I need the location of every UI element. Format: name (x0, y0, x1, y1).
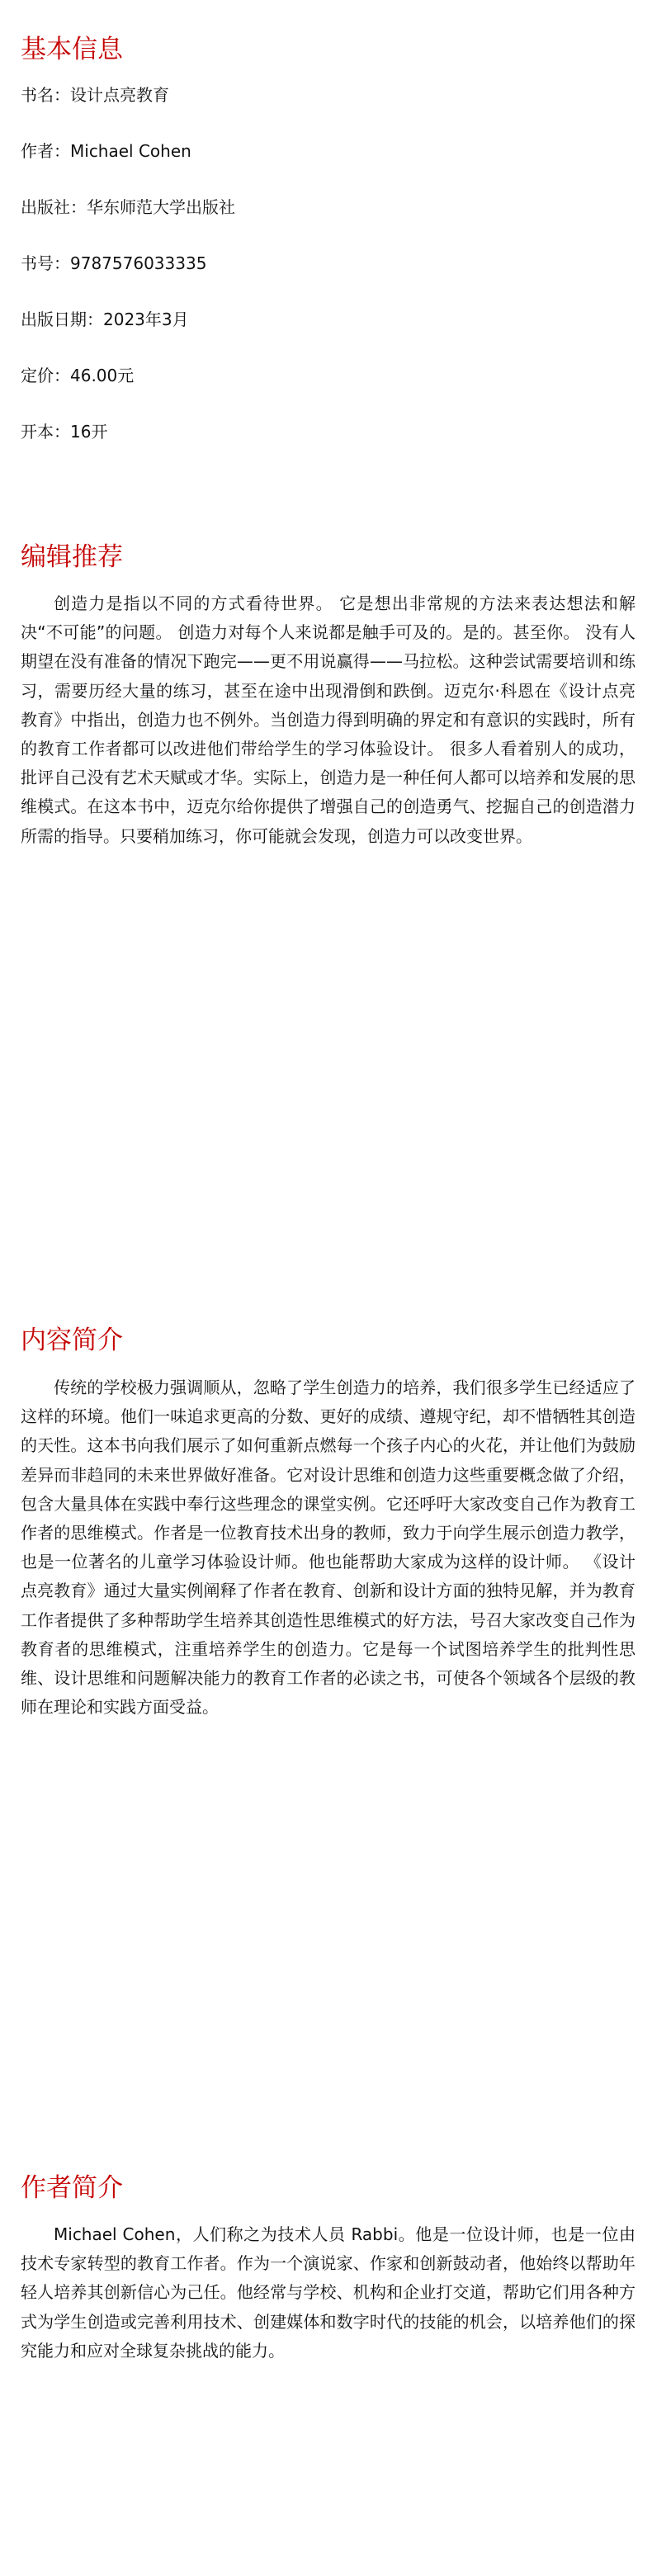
info-separator: ： (54, 85, 70, 105)
info-row-isbn (21, 252, 235, 308)
info-label: 书号 (21, 253, 54, 273)
info-row-publisher (21, 196, 235, 252)
info-row-publish-date (21, 308, 235, 364)
info-value: 2023年3月 (103, 310, 189, 329)
content-summary-heading: 内容简介 (21, 1326, 123, 1355)
author-bio-heading: 作者简介 (21, 2173, 123, 2203)
info-separator: ： (54, 253, 70, 273)
info-separator: ： (87, 310, 103, 329)
info-row-title (21, 83, 235, 139)
info-value: 9787576033335 (70, 253, 207, 273)
info-label: 开本 (21, 422, 54, 442)
info-separator: ： (70, 197, 87, 217)
info-label: 书名 (21, 85, 54, 105)
info-label: 定价 (21, 366, 54, 385)
content-summary-text: 传统的学校极力强调顺从，忽略了学生创造力的培养，我们很多学生已经适应了这样的环境。他们一味追求更高的分数、更好的成绩、遵规守纪，却不惜牺牲其创造的天性。这本书向我们展示了如何重新点燃每一个孩子内心的火花，并让他们为鼓励差异而非趋同的未来世界做好准备。它对设计思维和创造力这些重要概念做了介绍，包含大量具体在实践中奉行这些理念的课堂实例。它还呼吁大家改变自己作为教育工作者的思维模式。作者是一位教育技术出身的教师，致力于向学生展示创造力教学，也是一位著名的儿童学习体验设计师。他也能帮助大家成为这样的设计师。 《设计点亮教育》通过大量实例阐释了作者在教育、创新和设计方面的独特见解，并为教育工作者提供了多种帮助学生培养其创造性思维模式的好方法，号召大家改变自己作为教育者的思维模式，注重培养学生的创造力。它是每一个试图培养学生的批判性思维、设计思维和问题解决能力的教育工作者的必读之书，可使各个领域各个层级的教师在理论和实践方面受益。 (21, 1378, 635, 1718)
info-separator: ： (54, 422, 70, 442)
info-label: 出版日期 (21, 310, 87, 329)
editor-recommendation-heading: 编辑推荐 (21, 542, 123, 572)
info-row-price (21, 364, 235, 420)
info-label: 出版社 (21, 197, 70, 217)
editor-recommendation-text: 创造力是指以不同的方式看待世界。 它是想出非常规的方法来表达想法和解决“不可能”的问题。 创造力对每个人来说都是触手可及的。是的。甚至你。 没有人期望在没有准备的情况下跑完——更不用说赢得——马拉松。这种尝试需要培训和练习，需要历经大量的练习，甚至在途中出现滑倒和跌倒。迈克尔·科恩在《设计点亮教育》中指出，创造力也不例外。当创造力得到明确的界定和有意识的实践时，所有的教育工作者都可以改进他们带给学生的学习体验设计。 很多人看着别人的成功，批评自己没有艺术天赋或才华。实际上，创造力是一种任何人都可以培养和发展的思维模式。在这本书中，迈克尔给你提供了增强自己的创造勇气、挖掘自己的创造潜力所需的指导。只要稍加练习，你可能就会发现，创造力可以改变世界。 (21, 593, 635, 846)
info-separator: ： (54, 141, 70, 161)
info-value: 华东师范大学出版社 (87, 197, 235, 217)
info-separator: ： (54, 366, 70, 385)
info-row-format (21, 420, 235, 476)
info-label: 作者 (21, 141, 54, 161)
info-row-author (21, 139, 235, 196)
basic-info-heading: 基本信息 (21, 35, 123, 64)
info-value: 设计点亮教育 (70, 85, 169, 105)
info-value: 16开 (70, 422, 108, 442)
author-bio-text: Michael Cohen，人们称之为技术人员 Rabbi。他是一位设计师，也是一位由技术专家转型的教育工作者。作为一个演说家、作家和创新鼓动者，他始终以帮助年轻人培养其创新信心为己任。他经常与学校、机构和企业打交道，帮助它们用各种方式为学生创造或完善利用技术、创建媒体和数字时代的技能的机会，以培养他们的探究能力和应对全球复杂挑战的能力。 (21, 2224, 635, 2361)
basic-info-list (21, 83, 235, 476)
info-value: Michael Cohen (70, 141, 191, 161)
info-value: 46.00元 (70, 366, 135, 385)
